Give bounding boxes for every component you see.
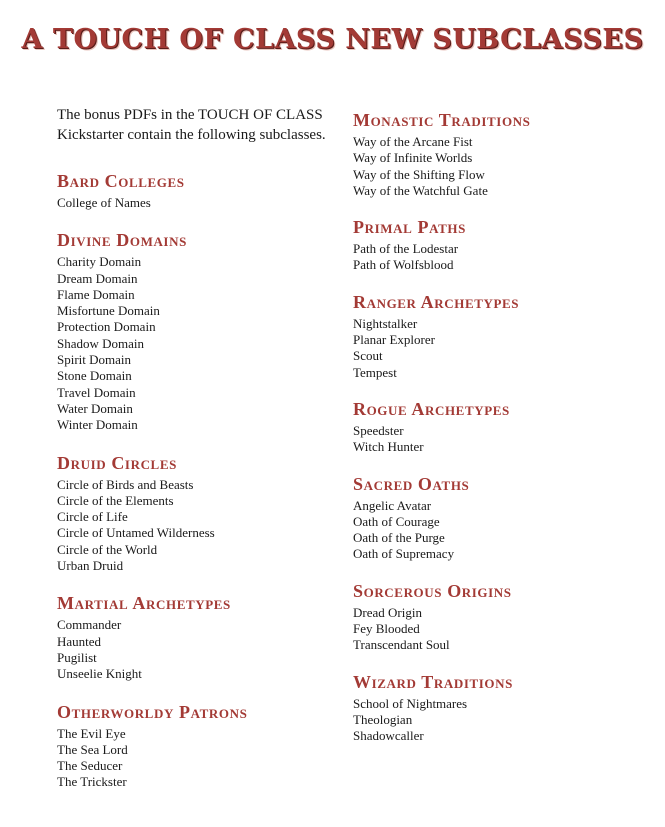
left-column <box>57 105 327 810</box>
section-heading: Ranger Archetypes <box>353 291 520 312</box>
subclass-list <box>57 195 327 211</box>
list-item: Path of the Lodestar <box>353 241 459 257</box>
subclass-list <box>353 605 643 654</box>
list-item: Charity Domain <box>57 254 142 270</box>
section-monastic-traditions <box>353 110 643 199</box>
list-item: Commander <box>57 617 122 633</box>
subclass-list <box>353 134 643 199</box>
list-item: Shadowcaller <box>353 728 424 744</box>
list-item: Oath of Courage <box>353 513 440 529</box>
list-item: Spirit Domain <box>57 352 132 368</box>
list-item: Protection Domain <box>57 319 156 335</box>
section-heading: Druid Circles <box>57 452 177 473</box>
list-item: Circle of the World <box>57 541 158 557</box>
section-ranger-archetypes <box>353 292 643 381</box>
list-item: Circle of Life <box>57 509 128 525</box>
list-item: Pugilist <box>57 649 97 665</box>
list-item: Haunted <box>57 633 102 649</box>
list-item: The Trickster <box>57 774 127 790</box>
section-heading: Monastic Traditions <box>353 110 531 130</box>
list-item: Dread Origin <box>353 604 422 620</box>
subclass-list <box>57 254 327 433</box>
section-heading: Primal Paths <box>353 217 466 238</box>
section-heading: Bard Colleges <box>57 171 185 191</box>
section-bard-colleges <box>57 171 327 211</box>
list-item: Speedster <box>353 422 404 438</box>
subclass-list <box>57 726 327 791</box>
list-item: Scout <box>353 348 383 364</box>
section-martial-archetypes <box>57 593 327 682</box>
list-item: Transcendant Soul <box>353 637 450 653</box>
subclass-list <box>353 316 643 381</box>
list-item: Travel Domain <box>57 384 136 400</box>
subclass-list <box>353 423 643 456</box>
list-item: Oath of the Purge <box>353 530 445 546</box>
section-sacred-oaths <box>353 474 643 563</box>
list-item: School of Nightmares <box>353 695 468 711</box>
list-item: Fey Blooded <box>353 621 420 637</box>
section-heading: Wizard Traditions <box>353 671 513 692</box>
list-item: College of Names <box>57 195 151 210</box>
section-heading: Otherworldy Patrons <box>57 701 248 722</box>
list-item: Circle of the Elements <box>57 492 174 508</box>
list-item: Circle of Birds and Beasts <box>57 476 194 492</box>
intro-paragraph: The bonus PDFs in the TOUCH OF CLASS Kickstarter contain the following subclasses. <box>57 107 326 143</box>
section-druid-circles <box>57 453 327 575</box>
subclass-list <box>353 498 643 563</box>
section-wizard-traditions <box>353 672 643 745</box>
section-divine-domains <box>57 230 327 433</box>
list-item: Unseelie Knight <box>57 666 142 682</box>
right-column <box>353 110 643 763</box>
section-otherworldy-patrons <box>57 702 327 791</box>
list-item: Path of Wolfsblood <box>353 257 454 273</box>
section-heading: Rogue Archetypes <box>353 398 510 419</box>
section-heading: Divine Domains <box>57 230 187 251</box>
subclass-list <box>353 696 643 745</box>
list-item: Way of the Watchful Gate <box>353 182 488 198</box>
subclass-list <box>353 241 643 274</box>
section-heading: Sacred Oaths <box>353 473 470 494</box>
list-item: Circle of Untamed Wilderness <box>57 525 215 541</box>
list-item: Dream Domain <box>57 270 138 286</box>
list-item: Flame Domain <box>57 286 135 302</box>
list-item: Way of Infinite Worlds <box>353 150 473 166</box>
list-item: The Seducer <box>57 758 123 774</box>
section-heading: Martial Archetypes <box>57 593 231 614</box>
list-item: Stone Domain <box>57 368 132 384</box>
list-item: Winter Domain <box>57 417 138 433</box>
list-item: Way of the Arcane Fist <box>353 134 473 149</box>
list-item: Tempest <box>353 364 397 380</box>
list-item: Urban Druid <box>57 558 124 574</box>
list-item: Shadow Domain <box>57 335 145 351</box>
section-primal-paths <box>353 217 643 274</box>
list-item: The Sea Lord <box>57 741 128 757</box>
section-rogue-archetypes <box>353 399 643 456</box>
list-item: Angelic Avatar <box>353 497 432 513</box>
list-item: Misfortune Domain <box>57 303 160 319</box>
list-item: Witch Hunter <box>353 439 424 455</box>
subclass-list <box>57 617 327 682</box>
list-item: Nightstalker <box>353 315 418 331</box>
section-sorcerous-origins <box>353 581 643 654</box>
subclass-list <box>57 477 327 575</box>
page-title: A TOUCH OF CLASS NEW SUBCLASSES <box>21 24 644 55</box>
list-item: Oath of Supremacy <box>353 546 455 562</box>
list-item: Water Domain <box>57 400 133 416</box>
section-heading: Sorcerous Origins <box>353 580 512 601</box>
list-item: Theologian <box>353 711 413 727</box>
list-item: Planar Explorer <box>353 332 435 348</box>
list-item: The Evil Eye <box>57 725 126 741</box>
list-item: Way of the Shifting Flow <box>353 166 485 182</box>
